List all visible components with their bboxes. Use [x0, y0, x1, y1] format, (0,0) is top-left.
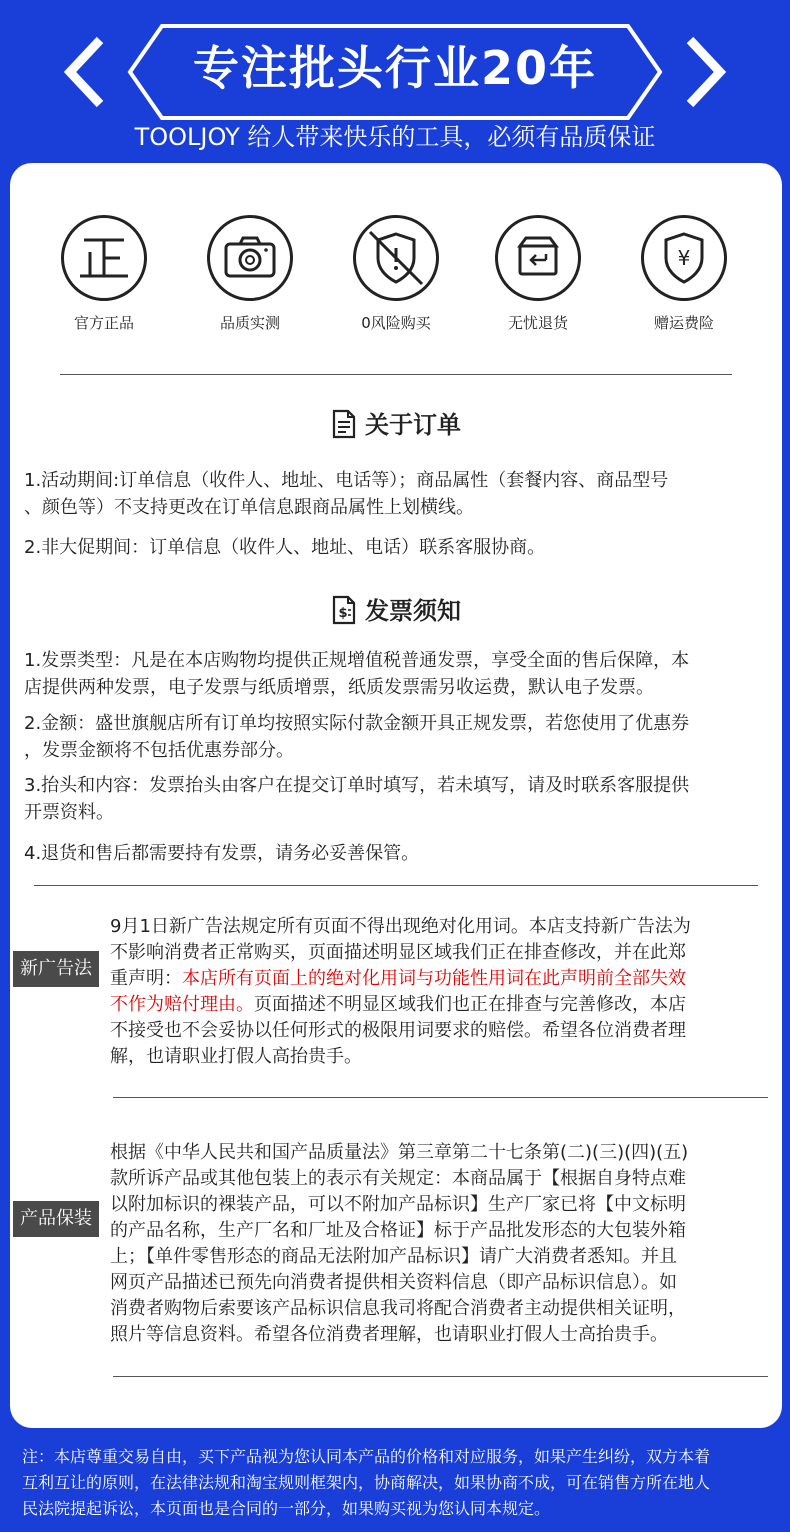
invoice-item-2 [24, 710, 774, 764]
text-line: 网页产品描述已预先向消费者提供相关资料信息（即产品标识信息）。如 [110, 1272, 677, 1293]
text-line: 互利互让的原则，在法律法规和淘宝规则框架内，协商解决，如果协商不成，可在销售方所在地人 [22, 1473, 711, 1492]
order-item-1 [24, 467, 774, 521]
feature-easy-return [473, 215, 603, 333]
feature-label: 品质实测 [219, 314, 280, 332]
text-line: 照片等信息资料。希望各位消费者理解，也请职业打假人士高抬贵手。 [110, 1324, 668, 1345]
feature-quality-test [185, 215, 315, 333]
text-line: 2.金额：盛世旗舰店所有订单均按照实际付款金额开具正规发票，若您使用了优惠券 [24, 713, 690, 734]
feature-label: 赠运费险 [653, 314, 714, 332]
text-line: 以附加标识的裸装产品，可以不附加产品标识】生产厂家已将【中文标明 [110, 1194, 686, 1215]
zheng-character-icon [61, 215, 147, 301]
feature-label: 0风险购买 [361, 314, 431, 332]
feature-shipping-insurance [619, 215, 749, 333]
text-line: 不接受也不会妥协以任何形式的极限用词要求的赔偿。希望各位消费者理 [110, 1020, 686, 1041]
divider [34, 885, 758, 886]
text-line: 4.退货和售后都需要持有发票，请务必妥善保管。 [24, 843, 420, 864]
feature-label: 无忧退货 [507, 314, 568, 332]
invoice-section-heading [10, 594, 782, 628]
banner-title: 专注批头行业20年 [192, 41, 597, 95]
divider [60, 374, 732, 375]
text-span: 页面描述不明显区域我们也正在排查与完善修改，本店 [254, 994, 686, 1015]
feature-icons-row [10, 215, 782, 345]
feature-zero-risk [331, 215, 461, 333]
order-section-heading [10, 408, 782, 442]
svg-text:¥: ¥ [677, 246, 691, 270]
text-line [110, 966, 772, 992]
content-card [10, 163, 782, 1428]
text-line: 消费者购物后索要该产品标识信息我司将配合消费者主动提供相关证明， [110, 1298, 686, 1319]
header-banner [0, 0, 790, 160]
feature-label: 官方正品 [73, 314, 134, 332]
invoice-icon [331, 595, 357, 625]
text-line: 款所诉产品或其他包装上的表示有关规定：本商品属于【根据自身特点难 [110, 1168, 686, 1189]
text-line: 1.活动期间:订单信息（收件人、地址、电话等）；商品属性（套餐内容、商品型号 [24, 470, 669, 491]
text-line: ，发票金额将不包括优惠券部分。 [24, 740, 294, 761]
highlight-text: 不作为赔付理由。 [110, 994, 254, 1015]
banner-slogan: TOOLJOY 给人带来快乐的工具，必须有品质保证 [134, 123, 656, 151]
ad-law-notice [110, 914, 772, 1070]
invoice-item-1 [24, 647, 774, 701]
svg-text:$: $ [338, 606, 348, 621]
text-line: 民法院提起诉讼，本页面也是合同的一部分，如果购买视为您认同本规定。 [22, 1499, 551, 1518]
packaging-tag: 产品保装 [13, 1201, 99, 1237]
camera-icon [207, 215, 293, 301]
invoice-item-3 [24, 772, 774, 826]
text-line: 根据《中华人民共和国产品质量法》第三章第二十七条第(二)(三)(四)(五) [110, 1142, 689, 1163]
packaging-notice [110, 1140, 772, 1348]
text-line [110, 992, 772, 1018]
text-line: 的产品名称，生产厂名和厂址及合格证】标于产品批发形态的大包装外箱 [110, 1220, 686, 1241]
highlight-text: 本店所有页面上的绝对化用词与功能性用词在此声明前全部失效 [182, 968, 686, 989]
feature-genuine [39, 215, 169, 333]
yen-shield-icon [641, 215, 727, 301]
text-line: 9月1日新广告法规定所有页面不得出现绝对化用词。本店支持新广告法为 [110, 916, 691, 937]
text-line: 解，也请职业打假人高抬贵手。 [110, 1046, 362, 1067]
text-line: 开票资料。 [24, 802, 114, 823]
invoice-item-4 [24, 840, 774, 867]
order-item-2 [24, 534, 774, 561]
order-heading-text: 关于订单 [365, 411, 461, 439]
text-line: 注：本店尊重交易自由，买下产品视为您认同本产品的价格和对应服务，如果产生纠纷，双方本着 [22, 1447, 711, 1466]
text-span: 重声明： [110, 968, 182, 989]
return-box-icon [495, 215, 581, 301]
text-line: 3.抬头和内容：发票抬头由客户在提交订单时填写，若未填写，请及时联系客服提供 [24, 775, 690, 796]
text-line: 1.发票类型：凡是在本店购物均提供正规增值税普通发票，享受全面的售后保障，本 [24, 650, 690, 671]
text-line: 2.非大促期间：订单信息（收件人、地址、电话）联系客服协商。 [24, 537, 546, 558]
text-line: 店提供两种发票，电子发票与纸质增票，纸质发票需另收运费，默认电子发票。 [24, 677, 654, 698]
footer-note [22, 1444, 782, 1522]
text-line: 上；【单件零售形态的商品无法附加产品标识】请广大消费者悉知。并且 [110, 1246, 677, 1267]
divider [113, 1376, 768, 1377]
text-line: 不影响消费者正常购买，页面描述明显区域我们正在排查修改，并在此郑 [110, 942, 686, 963]
divider [113, 1097, 768, 1098]
text-line: 、颜色等）不支持更改在订单信息跟商品属性上划横线。 [24, 497, 474, 518]
invoice-heading-text: 发票须知 [365, 597, 461, 625]
ad-law-tag: 新广告法 [13, 951, 99, 987]
shield-warning-icon [353, 215, 439, 301]
document-icon [331, 409, 357, 439]
